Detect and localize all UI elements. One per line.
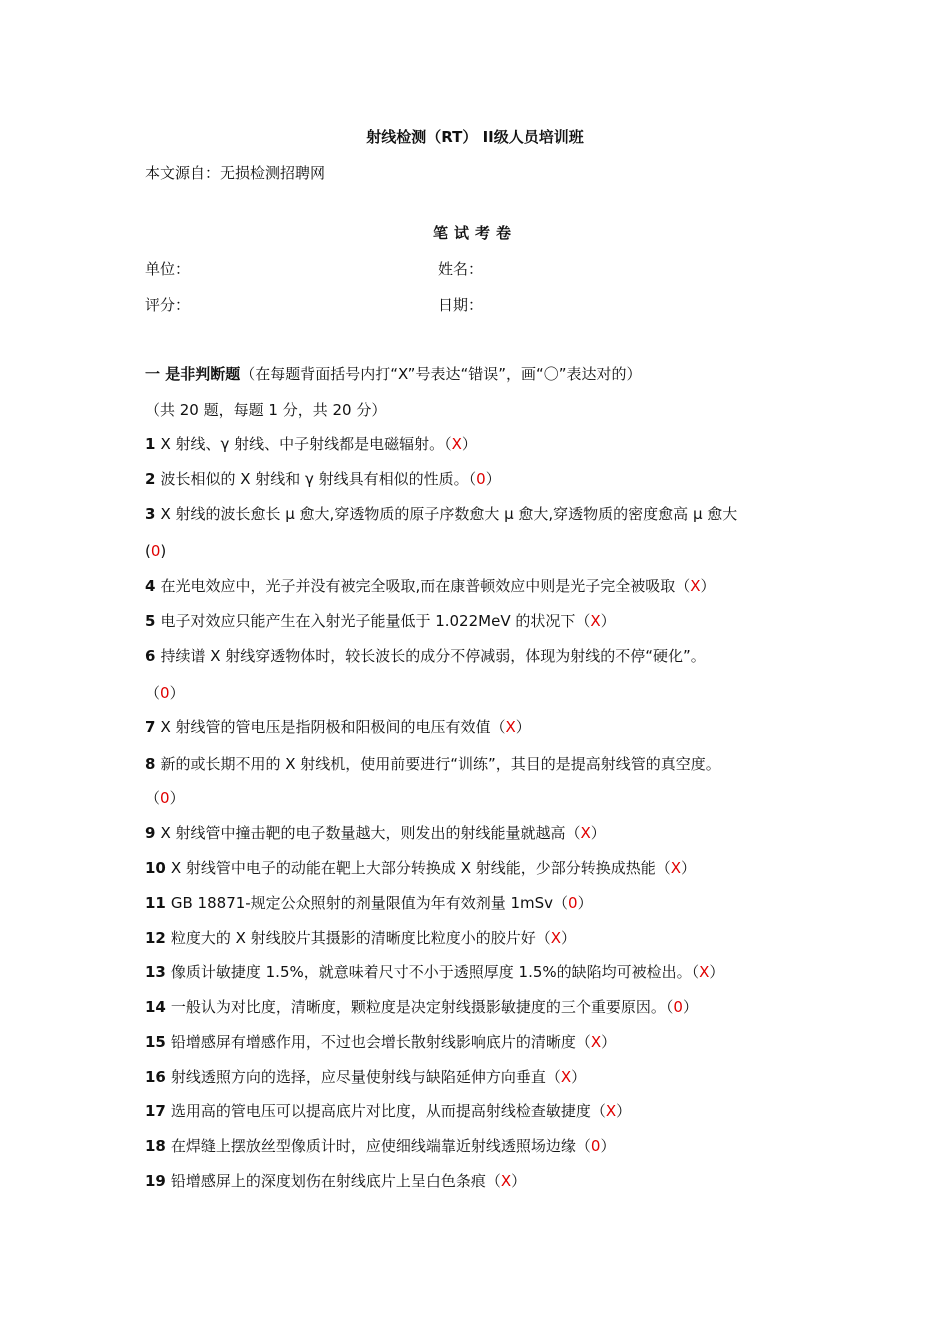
answer-close-paren: ） <box>560 929 576 947</box>
answer-open-paren: ( <box>145 542 151 560</box>
answer-mark: X <box>580 824 591 842</box>
answer-close-paren: ） <box>169 789 185 807</box>
question-item <box>145 858 696 878</box>
question-text: 持续谱 X 射线穿透物体时，较长波长的成分不停减弱，体现为射线的不停“硬化”。 <box>160 647 706 665</box>
question-continuation <box>145 541 166 561</box>
question-item <box>145 469 501 489</box>
answer-close-paren: ） <box>590 824 606 842</box>
question-number: 19 <box>145 1172 166 1190</box>
question-number: 3 <box>145 505 156 523</box>
source-line: 本文源自：无损检测招聘网 <box>145 164 326 182</box>
answer-mark: X <box>670 859 682 877</box>
question-number: 9 <box>145 824 156 842</box>
question-text: X 射线管中撞击靶的电子数量越大，则发出的射线能量就越高（ <box>160 824 581 842</box>
answer-close-paren: ） <box>682 998 698 1016</box>
answer-close-paren: ） <box>577 894 593 912</box>
answer-open-paren: （ <box>145 789 161 807</box>
section-heading: 一 是非判断题 <box>145 365 241 383</box>
question-text: 铅增感屏上的深度划伤在射线底片上呈白色条痕（ <box>170 1172 501 1190</box>
question-number: 4 <box>145 577 156 595</box>
question-number: 15 <box>145 1033 166 1051</box>
name-label: 姓名： <box>438 260 484 278</box>
question-item <box>145 576 716 596</box>
question-number: 13 <box>145 963 166 981</box>
question-text: 一般认为对比度，清晰度，颗粒度是决定射线摄影敏捷度的三个重要原因。（ <box>170 998 674 1016</box>
question-number: 2 <box>145 470 156 488</box>
answer-open-paren: （ <box>145 684 161 702</box>
answer-mark: X <box>699 963 710 981</box>
question-number: 10 <box>145 859 166 877</box>
question-item <box>145 893 593 913</box>
date-label: 日期： <box>438 296 484 314</box>
question-text: 粒度大的 X 射线胶片其摄影的清晰度比粒度小的胶片好（ <box>170 929 551 947</box>
answer-mark: X <box>505 718 516 736</box>
answer-mark: 0 <box>160 789 170 807</box>
answer-mark: X <box>451 435 462 453</box>
answer-close-paren: ） <box>571 1068 587 1086</box>
question-item <box>145 611 616 631</box>
section-heading-line <box>145 364 642 384</box>
answer-close-paren: ) <box>160 542 167 560</box>
unit-label: 单位： <box>145 260 191 278</box>
question-text: 射线透照方向的选择，应尽量使射线与缺陷延伸方向垂直（ <box>170 1068 561 1086</box>
question-continuation <box>145 683 185 703</box>
page-title: 射线检测（RT） II级人员培训班 <box>366 128 584 146</box>
question-text: 波长相似的 X 射线和 γ 射线具有相似的性质。（ <box>160 470 477 488</box>
answer-mark: X <box>560 1068 572 1086</box>
question-text: X 射线管中电子的动能在靶上大部分转换成 X 射线能，少部分转换成热能（ <box>170 859 671 877</box>
question-item <box>145 962 724 982</box>
question-number: 17 <box>145 1102 166 1120</box>
question-number: 12 <box>145 929 166 947</box>
answer-close-paren: ） <box>169 684 185 702</box>
exam-subtitle: 笔试考卷 <box>432 224 517 242</box>
answer-close-paren: ） <box>600 1137 616 1155</box>
question-item <box>145 997 698 1017</box>
answer-mark: X <box>590 612 601 630</box>
question-item <box>145 928 576 948</box>
question-number: 11 <box>145 894 166 912</box>
answer-mark: X <box>690 577 701 595</box>
question-number: 8 <box>145 755 156 773</box>
question-number: 5 <box>145 612 156 630</box>
question-text: 在焊缝上摆放丝型像质计时，应使细线端靠近射线透照场边缘（ <box>170 1137 591 1155</box>
question-number: 6 <box>145 647 156 665</box>
question-item <box>145 1032 616 1052</box>
question-number: 18 <box>145 1137 166 1155</box>
question-number: 14 <box>145 998 166 1016</box>
answer-mark: 0 <box>568 894 578 912</box>
question-text: 在光电效应中，光子并没有被完全吸取,而在康普顿效应中则是光子完全被吸取（ <box>160 577 691 595</box>
question-number: 7 <box>145 718 156 736</box>
answer-mark: 0 <box>150 542 161 560</box>
question-text: X 射线管的管电压是指阴极和阳极间的电压有效值（ <box>160 718 506 736</box>
answer-mark: X <box>550 929 561 947</box>
answer-mark: 0 <box>590 1137 601 1155</box>
question-text: X 射线的波长愈长 μ 愈大,穿透物质的原子序数愈大 μ 愈大,穿透物质的密度愈高 μ 愈大 <box>160 505 738 523</box>
score-label: 评分： <box>145 296 191 314</box>
question-item <box>145 1067 586 1087</box>
answer-close-paren: ） <box>461 435 477 453</box>
question-item <box>145 717 531 737</box>
section-instruction: （在每题背面括号内打“X”号表达“错误”，画“〇”表达对的） <box>240 365 642 383</box>
answer-close-paren: ） <box>681 859 697 877</box>
question-item <box>145 646 706 666</box>
answer-mark: X <box>590 1033 602 1051</box>
answer-close-paren: ） <box>616 1102 632 1120</box>
question-text: 新的或长期不用的 X 射线机，使用前要进行“训练”，其目的是提高射线管的真空度。 <box>160 755 721 773</box>
answer-mark: 0 <box>673 998 683 1016</box>
question-number: 1 <box>145 435 156 453</box>
answer-mark: X <box>500 1172 512 1190</box>
question-text: X 射线、γ 射线、中子射线都是电磁辐射。（ <box>160 435 452 453</box>
answer-close-paren: ） <box>600 612 616 630</box>
answer-close-paren: ） <box>709 963 725 981</box>
answer-close-paren: ） <box>485 470 501 488</box>
section-note: （共 20 题，每题 1 分，共 20 分） <box>145 401 387 419</box>
answer-close-paren: ） <box>700 577 716 595</box>
question-text: 选用高的管电压可以提高底片对比度，从而提高射线检查敏捷度（ <box>170 1102 606 1120</box>
question-text: GB 18871-规定公众照射的剂量限值为年有效剂量 1mSv（ <box>170 894 569 912</box>
question-item <box>145 1171 526 1191</box>
question-item <box>145 823 606 843</box>
question-text: 电子对效应只能产生在入射光子能量低于 1.022MeV 的状况下（ <box>160 612 591 630</box>
question-item <box>145 1136 615 1156</box>
answer-mark: 0 <box>160 684 170 702</box>
question-item <box>145 1101 631 1121</box>
question-item <box>145 754 721 774</box>
question-item <box>145 504 737 524</box>
answer-close-paren: ） <box>515 718 531 736</box>
answer-close-paren: ） <box>601 1033 617 1051</box>
answer-mark: X <box>605 1102 617 1120</box>
question-item <box>145 434 477 454</box>
question-number: 16 <box>145 1068 166 1086</box>
question-continuation <box>145 788 185 808</box>
question-text: 铅增感屏有增感作用，不过也会增长散射线影响底片的清晰度（ <box>170 1033 591 1051</box>
question-text: 像质计敏捷度 1.5%，就意味着尺寸不小于透照厚度 1.5%的缺陷均可被检出。（ <box>170 963 700 981</box>
answer-close-paren: ） <box>511 1172 527 1190</box>
answer-mark: 0 <box>476 470 486 488</box>
